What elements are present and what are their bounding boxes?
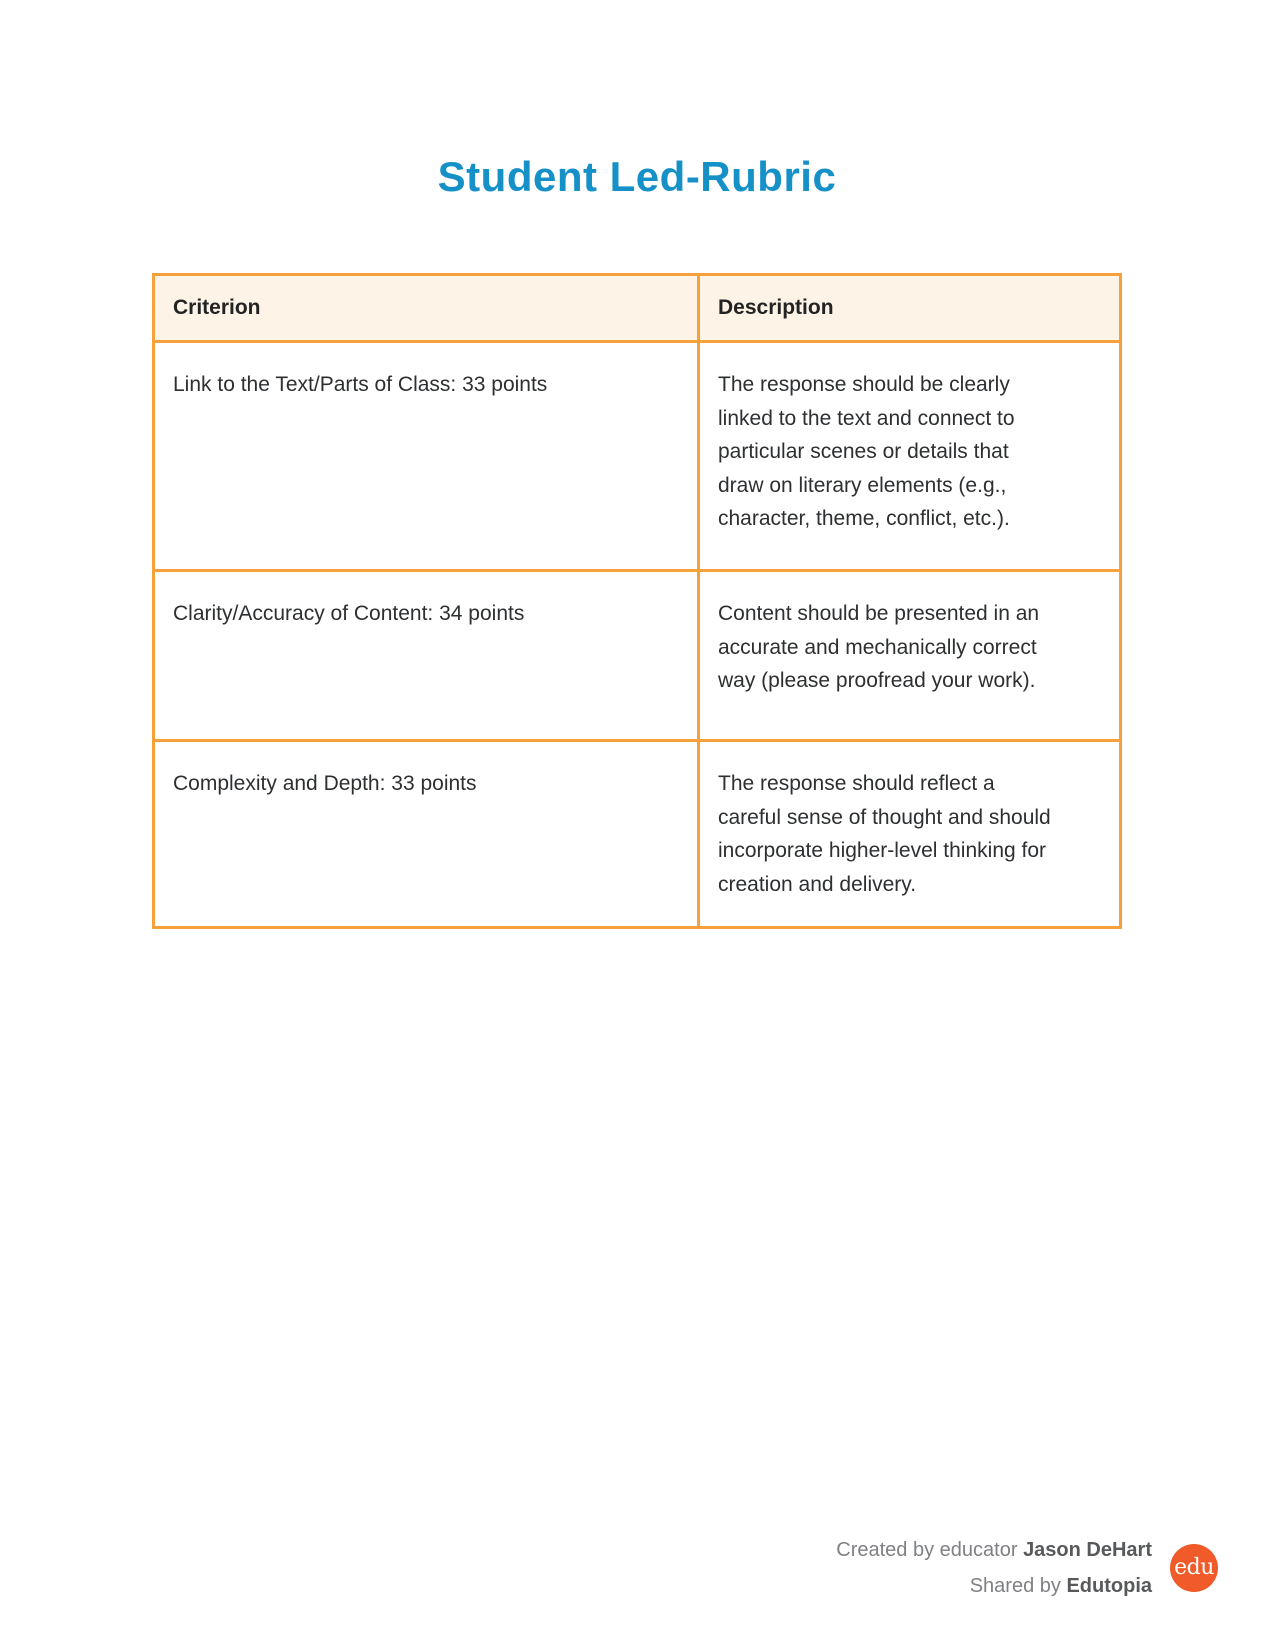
publisher-name: Edutopia: [1066, 1575, 1152, 1597]
shared-by-line: [836, 1568, 1152, 1604]
educator-name: Jason DeHart: [1023, 1539, 1152, 1561]
criterion-cell: Link to the Text/Parts of Class: 33 points: [173, 373, 548, 396]
table-row: [155, 340, 1119, 569]
criterion-cell: Clarity/Accuracy of Content: 34 points: [173, 602, 525, 625]
rubric-table: [152, 273, 1122, 929]
created-by-line: [836, 1532, 1152, 1568]
description-cell: The response should reflect a careful sense of thought and should incorporate higher-level thinking for creation and delivery.: [697, 742, 1119, 926]
edutopia-logo-text: edu: [1174, 1554, 1214, 1580]
description-cell: Content should be presented in an accurate and mechanically correct way (please proofread your work).: [697, 572, 1119, 739]
criterion-cell: Complexity and Depth: 33 points: [173, 772, 477, 795]
shared-by-prefix: Shared by: [969, 1575, 1061, 1597]
attribution-text: [836, 1532, 1152, 1604]
created-by-prefix: Created by educator: [836, 1539, 1018, 1561]
table-row: [155, 739, 1119, 926]
edutopia-logo-icon: [1170, 1544, 1218, 1592]
table-header-row: [155, 276, 1119, 340]
table-row: [155, 569, 1119, 739]
description-cell: The response should be clearly linked to the text and connect to particular scenes or details that draw on literary elements (e.g., character, theme, conflict, etc.).: [697, 343, 1119, 569]
column-header-criterion: Criterion: [173, 296, 261, 320]
page-title: Student Led-Rubric: [437, 153, 837, 200]
column-header-description: Description: [697, 276, 1119, 340]
footer: [836, 1532, 1218, 1604]
